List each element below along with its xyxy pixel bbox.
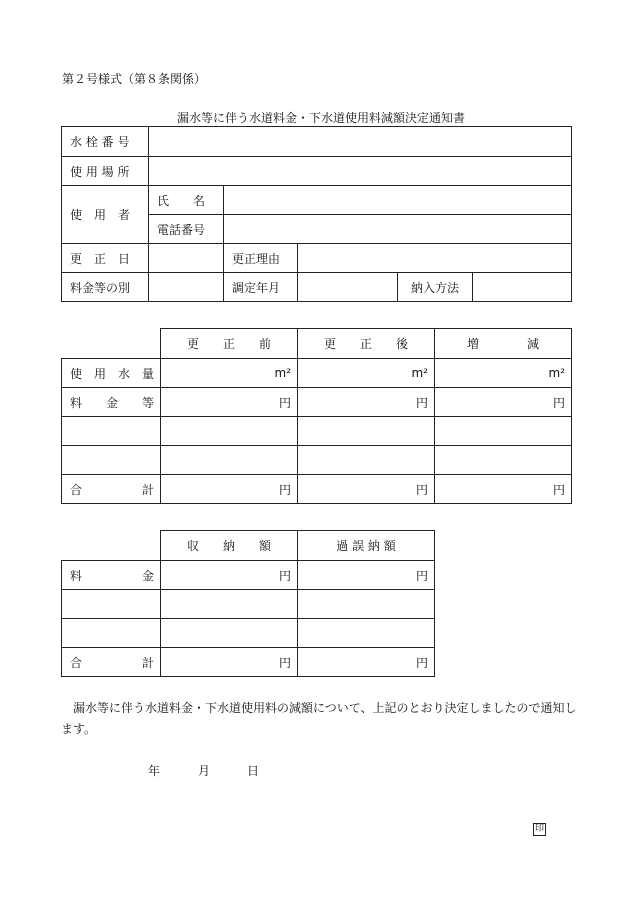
info-table (61, 126, 572, 302)
row-label[interactable] (62, 619, 161, 648)
unit-cell[interactable] (298, 446, 435, 475)
row-label: 使 用 水 量 (62, 359, 161, 388)
meter-number-value[interactable] (149, 127, 572, 157)
row-label[interactable] (62, 417, 161, 446)
fee-type-value[interactable] (149, 273, 224, 302)
meter-number-label: 水 栓 番 号 (62, 127, 149, 157)
header-diff: 増 減 (435, 329, 572, 359)
corner-cell (62, 329, 161, 359)
unit-cell[interactable]: m² (298, 359, 435, 388)
unit-cell[interactable]: 円 (161, 388, 298, 417)
name-label: 氏 名 (149, 186, 224, 215)
unit-cell[interactable] (298, 417, 435, 446)
row-label[interactable] (62, 590, 161, 619)
unit-cell[interactable] (161, 446, 298, 475)
unit-cell[interactable]: m² (161, 359, 298, 388)
row-label: 料 金 (62, 561, 161, 590)
correction-reason-label: 更正理由 (224, 244, 298, 273)
correction-table (61, 328, 572, 504)
date-day[interactable]: 日 (247, 764, 260, 778)
unit-cell[interactable] (161, 417, 298, 446)
row-label: 合 計 (62, 648, 161, 677)
unit-cell[interactable]: 円 (435, 388, 572, 417)
correction-reason-value[interactable] (298, 244, 572, 273)
assessment-month-value[interactable] (298, 273, 398, 302)
location-value[interactable] (149, 157, 572, 186)
unit-cell[interactable] (298, 590, 435, 619)
unit-cell[interactable]: 円 (435, 475, 572, 504)
header-overpaid: 過 誤 納 額 (298, 531, 435, 561)
unit-cell[interactable] (161, 590, 298, 619)
closing-text: 漏水等に伴う水道料金・下水道使用料の減額について、上記のとおり決定しましたので通知します。 (61, 701, 577, 736)
row-label: 料 金 等 (62, 388, 161, 417)
phone-value[interactable] (224, 215, 572, 244)
payment-method-value[interactable] (473, 273, 572, 302)
unit-cell[interactable]: 円 (298, 475, 435, 504)
unit-cell[interactable] (298, 619, 435, 648)
header-received: 収 納 額 (161, 531, 298, 561)
phone-label: 電話番号 (149, 215, 224, 244)
user-label: 使 用 者 (62, 186, 149, 244)
payment-method-label: 納入方法 (398, 273, 473, 302)
unit-cell[interactable]: 円 (161, 648, 298, 677)
correction-date-label: 更 正 日 (62, 244, 149, 273)
row-label: 合 計 (62, 475, 161, 504)
date-month[interactable]: 月 (198, 764, 211, 778)
corner-cell (62, 531, 161, 561)
unit-cell[interactable]: 円 (298, 561, 435, 590)
location-label: 使 用 場 所 (62, 157, 149, 186)
assessment-month-label: 調定年月 (224, 273, 298, 302)
document-title: 漏水等に伴う水道料金・下水道使用料減額決定通知書 (176, 111, 465, 125)
correction-date-value[interactable] (149, 244, 224, 273)
date-year[interactable]: 年 (148, 764, 161, 778)
unit-cell[interactable] (161, 619, 298, 648)
unit-cell[interactable]: 円 (161, 561, 298, 590)
unit-cell[interactable]: 円 (298, 648, 435, 677)
unit-cell[interactable]: 円 (161, 475, 298, 504)
fee-type-label: 料金等の別 (62, 273, 149, 302)
unit-cell[interactable] (435, 446, 572, 475)
unit-cell[interactable]: m² (435, 359, 572, 388)
row-label[interactable] (62, 446, 161, 475)
header-after: 更 正 後 (298, 329, 435, 359)
name-value[interactable] (224, 186, 572, 215)
header-before: 更 正 前 (161, 329, 298, 359)
unit-cell[interactable]: 円 (298, 388, 435, 417)
seal-mark: 印 (534, 824, 544, 834)
form-number: 第２号様式（第８条関係） (62, 72, 207, 86)
payment-table (61, 530, 435, 677)
unit-cell[interactable] (435, 417, 572, 446)
